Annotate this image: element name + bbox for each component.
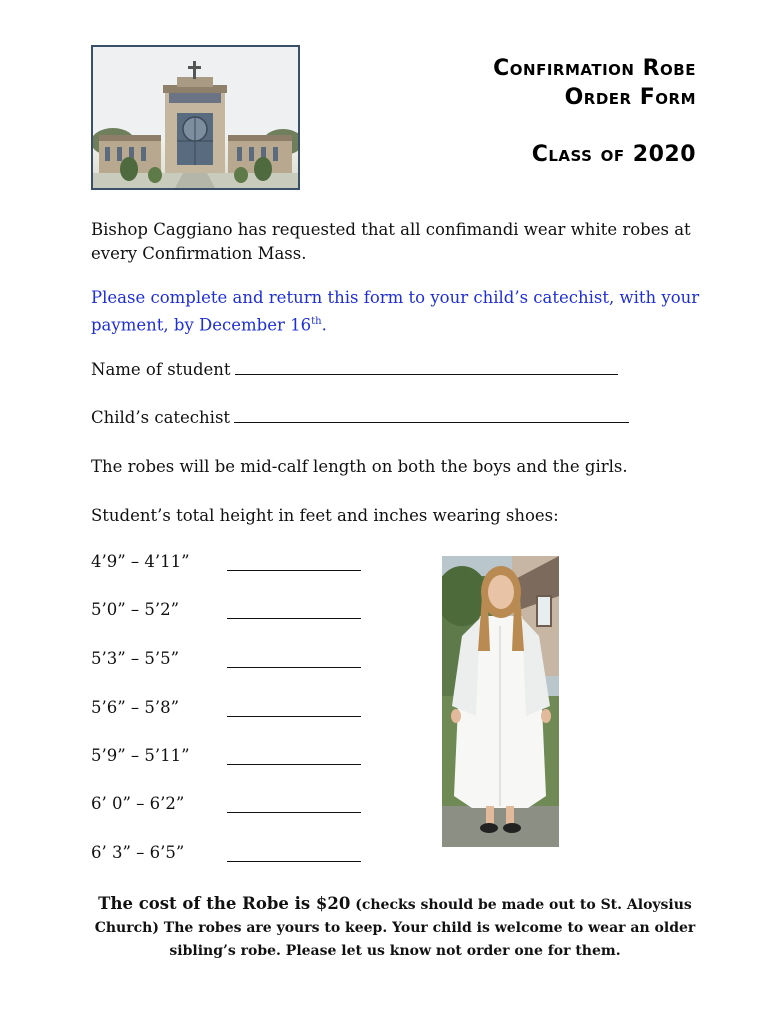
intro-paragraph: Bishop Caggiano has requested that all confimandi wear white robes at every Confirmation Mass. — [91, 220, 691, 263]
form-title-line2: Order Form — [564, 85, 696, 110]
size-label: 5’6” – 5’8” — [91, 698, 180, 717]
class-year: Class of 2020 — [531, 142, 696, 167]
catechist-label: Child’s catechist — [91, 408, 231, 427]
size-blank[interactable] — [227, 618, 361, 619]
date-superscript: th — [311, 316, 322, 327]
size-label: 5’3” – 5’5” — [91, 649, 180, 668]
size-label: 6’ 3” – 6’5” — [91, 843, 185, 862]
student-name-label: Name of student — [91, 360, 231, 379]
instructions-end: . — [321, 315, 327, 335]
instructions-paragraph — [91, 286, 701, 338]
size-blank[interactable] — [227, 716, 361, 717]
size-blank[interactable] — [227, 764, 361, 765]
cost-details: (checks should be made out to St. Aloysius Church) The robes are yours to keep. Your child is welcome to wear an older sibling’s robe. Please let us know not order one for them. — [94, 897, 696, 959]
size-blank[interactable] — [227, 570, 361, 571]
student-in-robe-icon — [442, 556, 559, 847]
height-prompt: Student’s total height in feet and inches wearing shoes: — [91, 506, 559, 525]
size-blank[interactable] — [227, 812, 361, 813]
size-label: 5’9” – 5’11” — [91, 746, 190, 765]
size-label: 4’9” – 4’11” — [91, 552, 190, 571]
catechist-line[interactable] — [234, 408, 629, 423]
robe-length-note: The robes will be mid-calf length on both the boys and the girls. — [91, 457, 628, 476]
church-building-icon — [93, 47, 298, 188]
size-label: 5’0” – 5’2” — [91, 600, 180, 619]
cost-lead: The cost of the Robe is $20 — [98, 894, 351, 913]
church-image — [91, 45, 300, 190]
instructions-text: Please complete and return this form to your child’s catechist, with your payment, by December 16 — [91, 288, 700, 335]
size-blank[interactable] — [227, 861, 361, 862]
size-label: 6’ 0” – 6’2” — [91, 794, 185, 813]
size-blank[interactable] — [227, 667, 361, 668]
form-title-line1: Confirmation Robe — [493, 56, 696, 81]
student-name-line[interactable] — [235, 360, 618, 375]
cost-paragraph — [80, 892, 710, 963]
student-name-field[interactable] — [91, 358, 701, 382]
robe-photo — [442, 556, 559, 847]
catechist-field[interactable] — [91, 406, 701, 430]
